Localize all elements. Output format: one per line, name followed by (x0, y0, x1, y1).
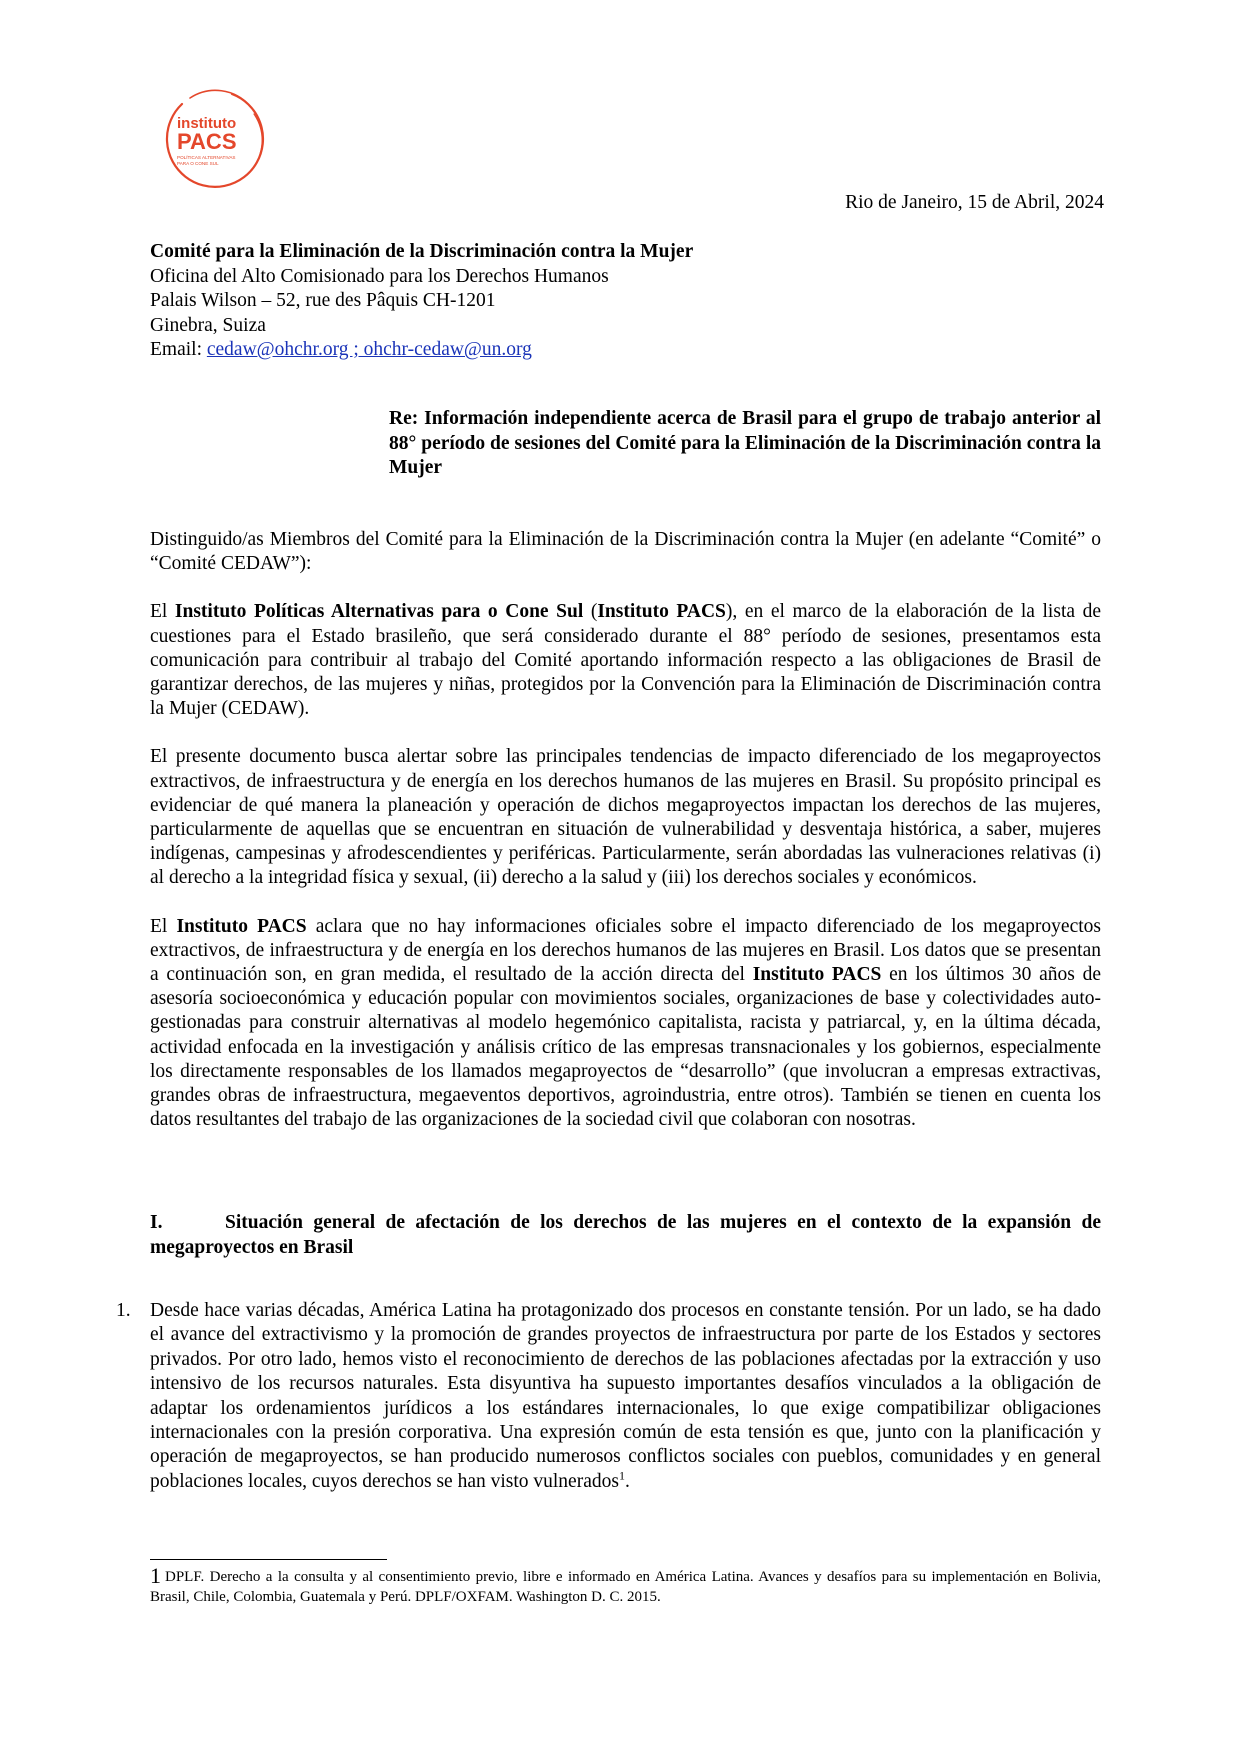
recipient-street: Palais Wilson – 52, rue des Pâquis CH-1201 (150, 290, 496, 311)
recipient-city: Ginebra, Suiza (150, 314, 266, 336)
recipient-office: Oficina del Alto Comisionado para los Derechos Humanos (150, 265, 609, 287)
footnote-separator (150, 1559, 387, 1560)
svg-text:POLÍTICAS ALTERNATIVAS: POLÍTICAS ALTERNATIVAS (177, 155, 236, 160)
footnote-1 (150, 1563, 1101, 1607)
svg-text:PACS: PACS (177, 129, 237, 154)
recipient-email-line (150, 338, 950, 363)
section-heading-1 (150, 1211, 1101, 1260)
salutation: Distinguido/as Miembros del Comité para la Eliminación de la Discriminación contra la Mujer (en adelante “Comité” o “Comité CEDAW”): (150, 529, 1101, 575)
footnote-text: DPLF. Derecho a la consulta y al consentimiento previo, libre e informado en América Latina. Avances y desafíos para su implementación en Bolivia, Brasil, Chile, Colombia, Guatemala y Perú. DPLF/OXFAM. Washington D. C. 2015. (150, 1569, 1101, 1605)
instituto-pacs-logo (162, 84, 274, 196)
footnote-number: 1 (150, 1563, 161, 1588)
item-text: Desde hace varias décadas, América Latina ha protagonizado dos procesos en constante tensión. Por un lado, se ha dado el avance del extractivismo y la promoción de grandes proyectos de infraestructura por parte de los Estados y sectores privados. Por otro lado, hemos visto el reconocimiento de derechos de las poblaciones afectadas por la extracción y uso intensivo de los recursos naturales. Esta disyuntiva ha supuesto importantes desafíos vinculados a la obligación de adaptar los ordenamientos jurídicos a los estándares internacionales, lo que exige compatibilizar obligaciones internacionales con la presión corporativa. Una expresión común de esta tensión es que, junto con la planificación y operación de megaproyectos, se han producido numerosos conflictos sociales con pueblos, comunidades y en general poblaciones locales, cuyos derechos se han visto vulnerados$^1$. (150, 1300, 1101, 1492)
recipient-address (150, 240, 950, 363)
subject-line: Re: Información independiente acerca de Brasil para el grupo de trabajo anterior al 88° período de sesiones del Comité para la Eliminación de la Discriminación contra la Mujer (389, 408, 1101, 478)
letter-body (150, 528, 1101, 1156)
item-number: 1. (116, 1300, 131, 1321)
email-links[interactable]: cedaw@ohchr.org ; ohchr-cedaw@un.org (206, 339, 532, 360)
footnote-reference[interactable]: 1 (618, 1468, 625, 1483)
paragraph-sources: El Instituto PACS aclara que no hay informaciones oficiales sobre el impacto diferenciado de los megaproyectos extractivos, de infraestructura y de energía en los derechos humanos de las mujeres en Brasil. Los datos que se presentan a continuación son, en gran medida, el resultado de la acción directa del Instituto PACS en los últimos 30 años de asesoría socioeconómica y educación popular con movimientos sociales, organizaciones de base y colectividades auto-gestionadas para construir alternativas al modelo hegemónico capitalista, racista y patriarcal, y, en la última década, actividad enfocada en la investigación y análisis crítico de las empresas transnacionales y los gobiernos, especialmente los directamente responsables de los llamados megaproyectos de “desarrollo” (que involucran a empresas extractivas, grandes obras de infraestructura, megaeventos deportivos, agroindustria, entre otros). También se tienen en cuenta los datos resultantes del trabajo de las organizaciones de la sociedad civil que colaboran con nosotras. (150, 915, 1101, 1131)
svg-text:instituto: instituto (177, 115, 237, 132)
section-number: I. (150, 1212, 163, 1233)
section-title: Situación general de afectación de los derechos de las mujeres en el contexto de la expansión de megaproyectos en Brasil (150, 1212, 1101, 1258)
paragraph-purpose: El presente documento busca alertar sobre las principales tendencias de impacto diferenciado de los megaproyectos extractivos, de infraestructura y de energía en los derechos humanos de las mujeres en Brasil. Su propósito principal es evidenciar de qué manera la planeación y operación de dichos megaproyectos impactan los derechos de las mujeres, particularmente de aquellas que se encuentran en situación de vulnerabilidad y desventaja histórica, a saber, mujeres indígenas, campesinas y afrodescendientes y periféricas. Particularmente, serán abordadas las vulneraciones relativas (i) al derecho a la integridad física y sexual, (ii) derecho a la salud y (iii) los derechos sociales y económicos. (150, 746, 1101, 889)
letter-date: Rio de Janeiro, 15 de Abril, 2024 (845, 192, 1104, 213)
email-label: Email: (150, 339, 207, 360)
paragraph-introduction: El Instituto Políticas Alternativas para o Cone Sul (Instituto PACS), en el marco de la elaboración de la lista de cuestiones para el Estado brasileño, que será considerado durante el 88° período de sesiones, presentamos esta comunicación para contribuir al trabajo del Comité aportando información respecto a las obligaciones de Brasil de garantizar derechos, de las mujeres y niñas, protegidos por la Convención para la Eliminación de Discriminación contra la Mujer (CEDAW). (150, 601, 1101, 720)
svg-text:PARA O CONE SUL: PARA O CONE SUL (177, 161, 219, 166)
recipient-committee: Comité para la Eliminación de la Discriminación contra la Mujer (150, 241, 694, 262)
numbered-item-1 (116, 1299, 1101, 1494)
